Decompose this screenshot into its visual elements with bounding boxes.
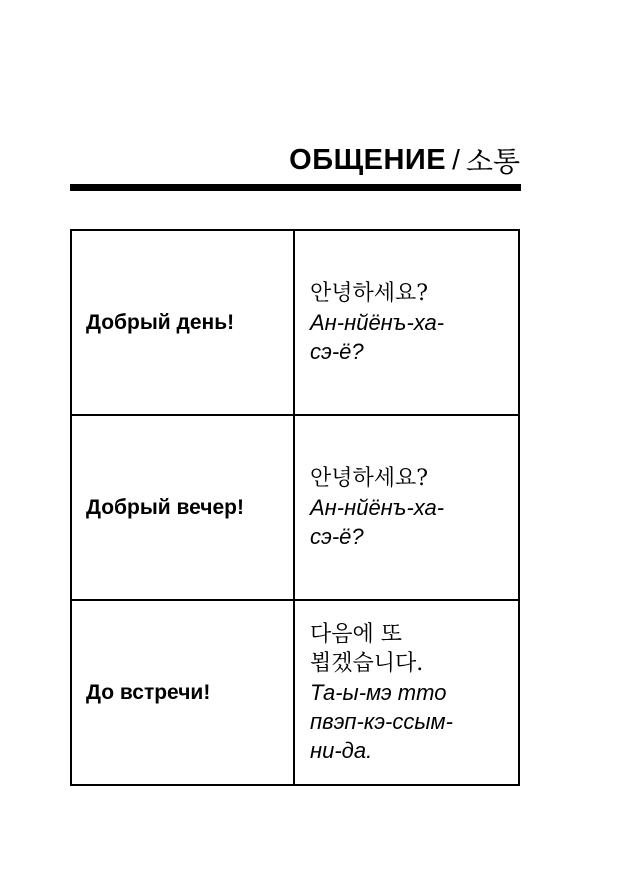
section-title-russian: ОБЩЕНИЕ [289, 143, 447, 176]
transliteration-text: пвэп-кэ-ссым- [310, 709, 453, 734]
phrase-row [72, 416, 518, 601]
korean-text: 안녕하세요? [310, 466, 429, 491]
korean-text: 다음에 또 [310, 622, 403, 647]
russian-phrase: Добрый вечер! [86, 495, 245, 519]
russian-phrase-cell [72, 601, 295, 784]
russian-phrase: До встречи! [86, 680, 211, 704]
phrase-row [72, 231, 518, 416]
transliteration-text: Ан-нйёнъ-ха- [310, 310, 445, 335]
header-rule [70, 184, 521, 191]
transliteration-text: сэ-ё? [310, 524, 364, 549]
title-separator: / [452, 144, 460, 175]
transliteration-text: Ан-нйёнъ-ха- [310, 495, 445, 520]
section-title-korean: 소통 [465, 145, 520, 178]
transliteration-text: сэ-ё? [310, 339, 364, 364]
korean-text: 안녕하세요? [310, 281, 429, 306]
section-header [70, 136, 520, 184]
phrase-table [70, 229, 520, 786]
transliteration-text: Та-ы-мэ тто [310, 680, 447, 705]
korean-phrase-cell [295, 231, 518, 414]
russian-phrase-cell [72, 416, 295, 599]
phrase-row [72, 601, 518, 784]
korean-phrase-cell [295, 601, 518, 784]
russian-phrase: Добрый день! [86, 310, 235, 334]
korean-text: 뵙겠습니다. [310, 651, 424, 676]
transliteration-text: ни-да. [310, 738, 373, 763]
russian-phrase-cell [72, 231, 295, 414]
korean-phrase-cell [295, 416, 518, 599]
